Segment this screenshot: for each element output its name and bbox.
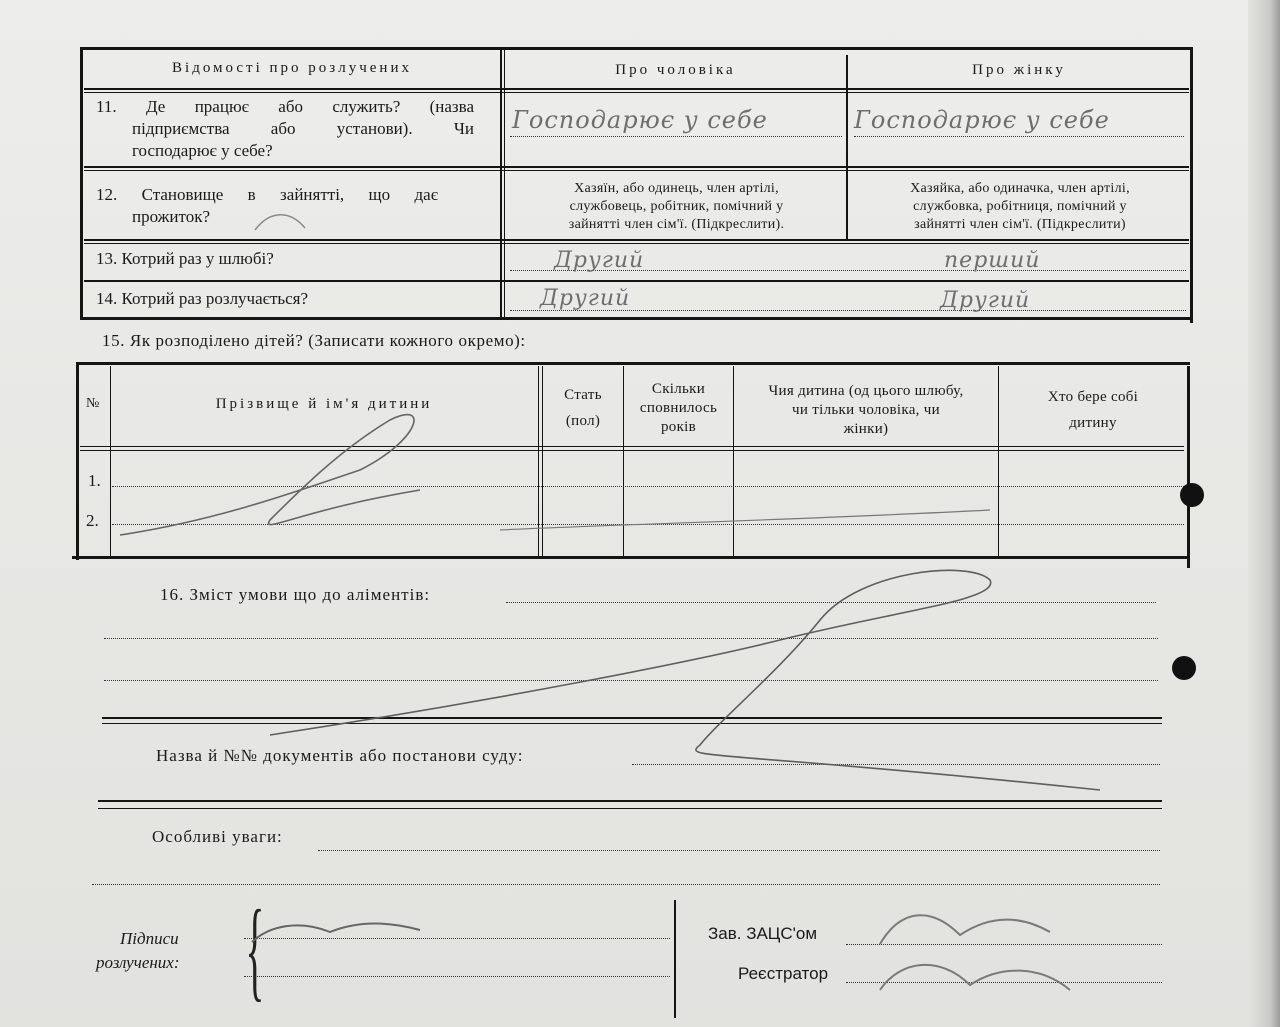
header-husband: Про чоловіка bbox=[615, 62, 736, 78]
row-number-2: 2. bbox=[86, 511, 99, 530]
q14-wife-answer: Другий bbox=[940, 288, 1031, 313]
q12-stamp-mark bbox=[255, 215, 305, 230]
divorcee-signature bbox=[252, 924, 420, 943]
header-whose-line1: Чия дитина (од цього шлюбу, bbox=[768, 383, 964, 399]
header-sex-line2: (пол) bbox=[565, 413, 601, 429]
q12-wife-options-line1: Хазяйка, або одиначка, член артілі, bbox=[910, 181, 1130, 196]
header-takes-line1: Хто бере собі bbox=[1047, 389, 1139, 405]
q12-label-line1: 12. Становище в зайнятті, що дає bbox=[96, 185, 438, 204]
head-of-registry-label: Зав. ЗАЦС'ом bbox=[708, 924, 818, 943]
header-age-line1: Скільки bbox=[651, 381, 706, 397]
q12-wife-options-line2: службовка, робітниця, помічний у bbox=[913, 199, 1127, 214]
header-divorcee-info: Відомості про розлучених bbox=[172, 60, 412, 76]
q14-label: 14. Котрий раз розлучається? bbox=[96, 289, 309, 308]
remarks-label: Особливі уваги: bbox=[152, 827, 283, 846]
child-strike-line bbox=[500, 510, 990, 530]
binding-hole-top bbox=[1180, 483, 1204, 507]
q11-label-line1: 11. Де працює або служить? (назва bbox=[96, 97, 474, 116]
header-whose-line2: чи тільки чоловіка, чи bbox=[792, 402, 940, 418]
q12-husband-options-line2: службовець, робітник, помічний у bbox=[569, 199, 784, 214]
registrar-signature bbox=[880, 965, 1070, 990]
signatures-label-line1: Підписи bbox=[120, 929, 179, 948]
child-strike-mark bbox=[120, 415, 420, 535]
q12-husband-options-line3: зайнятті член сім'ї. (Підкреслити). bbox=[568, 217, 785, 232]
header-whose-line3: жінки) bbox=[843, 421, 889, 437]
q13-husband-answer: Другий bbox=[554, 248, 645, 273]
head-signature bbox=[880, 915, 1050, 944]
header-wife: Про жінку bbox=[972, 62, 1066, 78]
header-takes-line2: дитину bbox=[1069, 415, 1117, 431]
header-number: № bbox=[86, 396, 100, 411]
header-child-name: Прізвище й ім'я дитини bbox=[215, 396, 433, 412]
q15-label: 15. Як розподілено дітей? (Записати кожного окремо): bbox=[102, 331, 526, 350]
q13-wife-answer: перший bbox=[944, 248, 1041, 273]
q12-wife-options-line3: зайнятті член сім'ї. (Підкреслити) bbox=[914, 217, 1126, 232]
q11-label-line2: підприємства або установи). Чи bbox=[132, 119, 474, 138]
header-age-line2: сповнилось bbox=[639, 400, 718, 416]
signatures-brace: { bbox=[245, 888, 265, 1012]
signatures-label-line2: розлучених: bbox=[96, 953, 180, 972]
registrar-label: Реєстратор bbox=[738, 964, 829, 983]
q11-label-line3: господарює у себе? bbox=[132, 141, 273, 160]
q12-husband-options-line1: Хазяїн, або одинець, член артілі, bbox=[574, 181, 779, 196]
binding-hole-bottom bbox=[1172, 656, 1196, 680]
q11-husband-answer: Господарює у себе bbox=[512, 106, 768, 134]
alimony-strike-mark bbox=[270, 570, 1100, 790]
q14-husband-answer: Другий bbox=[540, 286, 631, 311]
page-edge bbox=[1248, 0, 1280, 1027]
q13-label: 13. Котрий раз у шлюбі? bbox=[96, 249, 274, 268]
q16-label: 16. Зміст умови що до аліментів: bbox=[160, 585, 431, 604]
q11-wife-answer: Господарює у себе bbox=[854, 106, 1110, 134]
header-sex-line1: Стать bbox=[564, 387, 602, 403]
header-age-line3: років bbox=[660, 419, 697, 435]
q12-label-line2: прожиток? bbox=[132, 207, 211, 226]
row-number-1: 1. bbox=[88, 471, 101, 490]
documents-label: Назва й №№ документів або постанови суду: bbox=[156, 746, 524, 765]
